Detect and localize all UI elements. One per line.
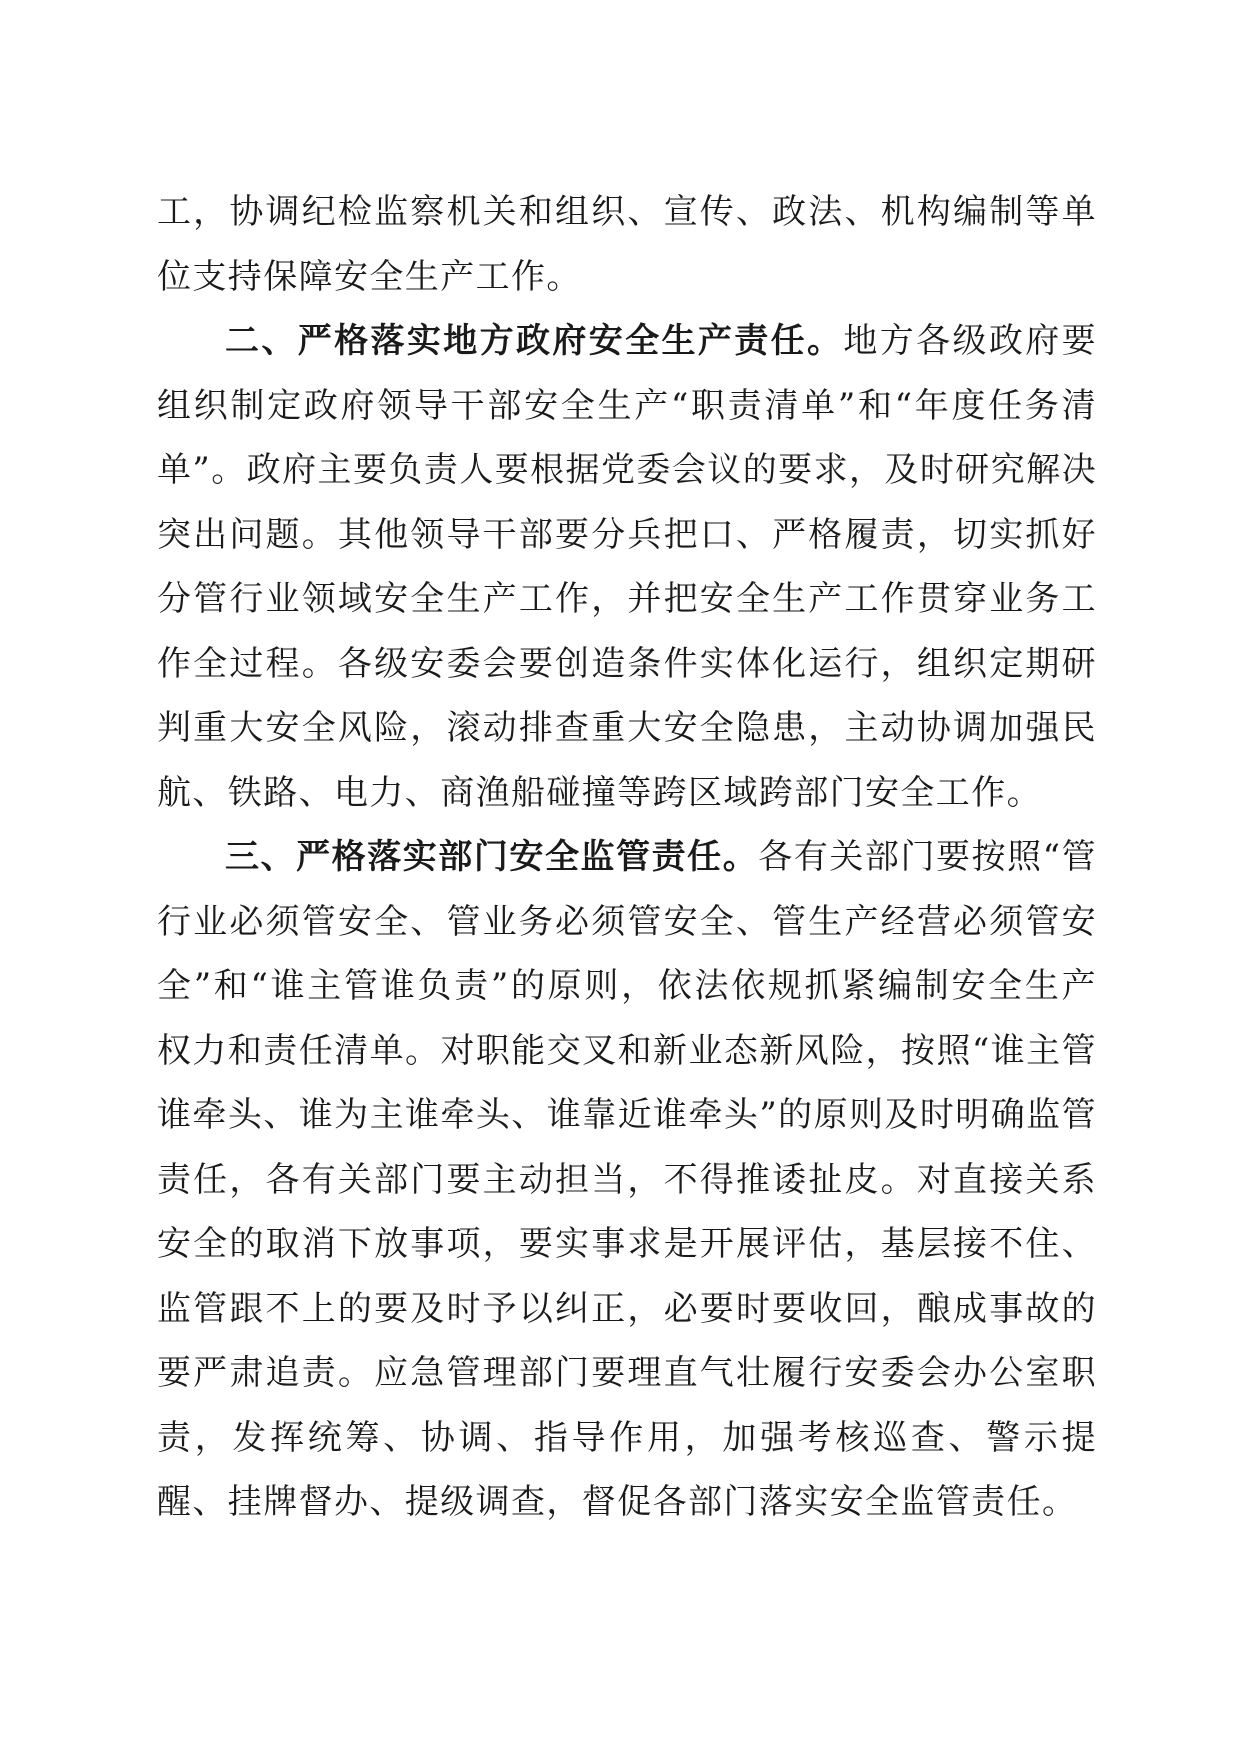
paragraph-continuation: [157, 180, 1097, 309]
paragraph-text: 各有关部门要按照“管行业必须管安全、管业务必须管安全、管生产经营必须管安全”和“谁主管谁负责”的原则，依法依规抓紧编制安全生产权力和责任清单。对职能交叉和新业态新风险，按照“谁主管谁牵头、谁为主谁牵头、谁靠近谁牵头”的原则及时明确监管责任，各有关部门要主动担当，不得推诿扯皮。对直接关系安全的取消下放事项，要实事求是开展评估，基层接不住、监管跟不上的要及时予以纠正，必要时要收回，酿成事故的要严肃追责。应急管理部门要理直气壮履行安委会办公室职责，发挥统筹、协调、指导作用，加强考核巡查、警示提醒、挂牌督办、提级调查，督促各部门落实安全监管责任。: [157, 837, 1098, 1522]
paragraph-text: 地方各级政府要组织制定政府领导干部安全生产“职责清单”和“年度任务清单”。政府主要负责人要根据党委会议的要求，及时研究解决突出问题。其他领导干部要分兵把口、严格履责，切实抓好分管行业领域安全生产工作，并把安全生产工作贯穿业务工作全过程。各级安委会要创造条件实体化运行，组织定期研判重大安全风险，滚动排查重大安全隐患，主动协调加强民航、铁路、电力、商渔船碰撞等跨区域跨部门安全工作。: [157, 321, 1097, 813]
paragraph-department-supervision-responsibility: [157, 825, 1097, 1535]
section-heading-three: 三、严格落实部门安全监管责任。: [225, 837, 759, 877]
paragraph-text: 工，协调纪检监察机关和组织、宣传、政法、机构编制等单位支持保障安全生产工作。: [157, 192, 1097, 297]
section-heading-two: 二、严格落实地方政府安全生产责任。: [225, 321, 844, 361]
document-body: [157, 180, 1097, 1535]
paragraph-local-government-responsibility: [157, 309, 1097, 825]
